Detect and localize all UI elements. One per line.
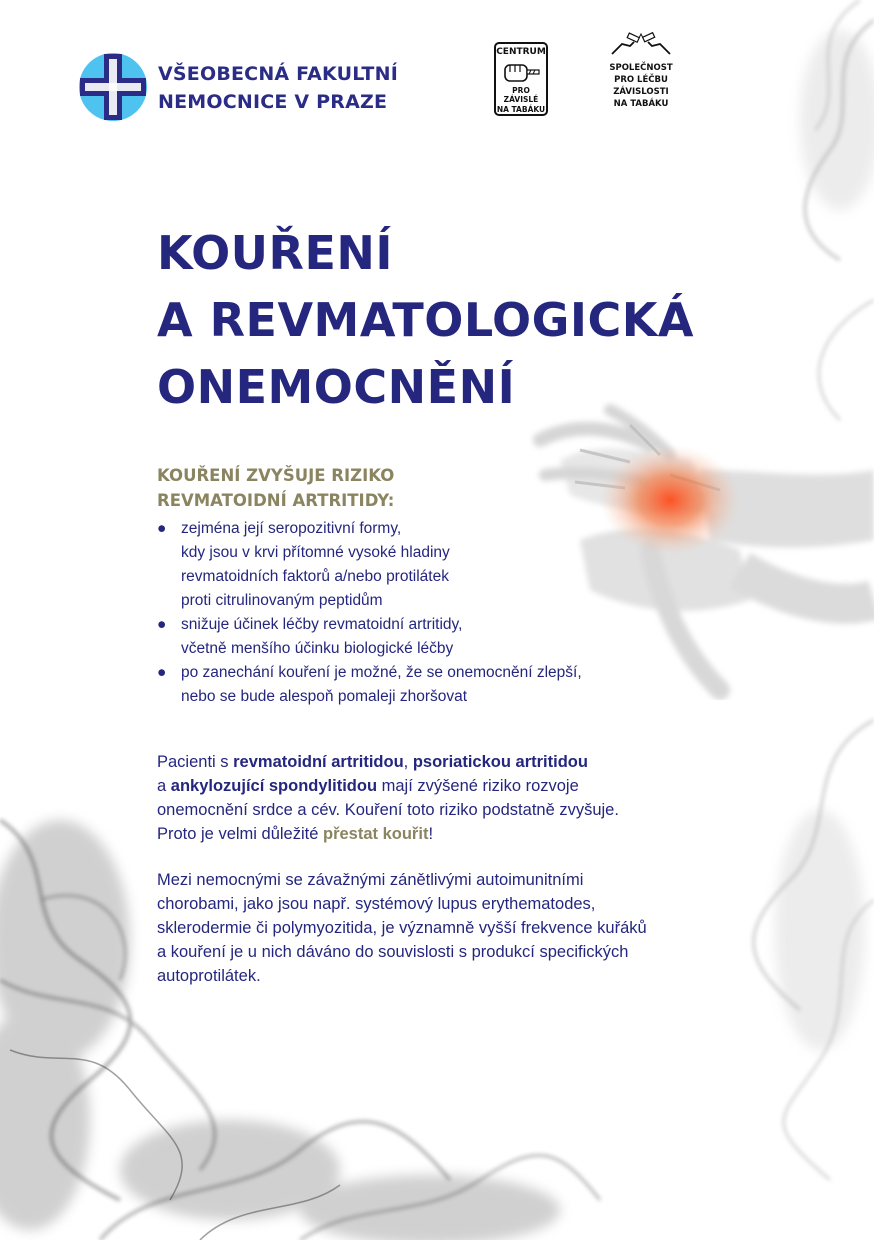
emphasis-psa: psoriatickou artritidou xyxy=(412,753,588,771)
broken-cigarette-hands-icon xyxy=(608,32,674,62)
title-line3: ONEMOCNĚNÍ xyxy=(157,360,516,414)
fist-cigarette-icon xyxy=(501,59,541,85)
text: , xyxy=(403,753,413,771)
hospital-name-line1: VŠEOBECNÁ FAKULTNÍ xyxy=(158,63,398,85)
list-item-line: revmatoidních faktorů a/nebo protilátek xyxy=(181,568,449,585)
text: Proto je velmi důležité xyxy=(157,825,323,843)
society-badge-line4: NA TABÁKU xyxy=(613,99,669,109)
bullet-icon: ● xyxy=(157,664,167,681)
list-item-line: nebo se bude alespoň pomaleji zhoršovat xyxy=(181,688,468,705)
bullet-icon: ● xyxy=(157,616,167,633)
autoimmune-paragraph xyxy=(157,868,757,988)
text: mají zvýšené riziko rozvoje xyxy=(377,777,579,795)
society-badge-line2: PRO LÉČBU xyxy=(614,75,668,85)
paragraph-line xyxy=(157,774,757,798)
emphasis-as: ankylozující spondylitidou xyxy=(170,777,378,795)
list-item-line: po zanechání kouření je možné, že se onemocnění zlepší, xyxy=(181,664,582,681)
centrum-badge-top: CENTRUM xyxy=(496,47,546,57)
centrum-badge-bottom-line2: NA TABÁKU xyxy=(496,105,546,114)
hospital-name-line2: NEMOCNICE V PRAZE xyxy=(158,91,388,113)
list-item-line: kdy jsou v krvi přítomné vysoké hladiny xyxy=(181,544,450,561)
list-item-line: zejména její seropozitivní formy, xyxy=(181,520,402,537)
emphasis-ra: revmatoidní artritidou xyxy=(233,753,404,771)
society-badge-line3: ZÁVISLOSTI xyxy=(613,87,669,97)
paragraph-line: sklerodermie či polymyozitida, je významně vyšší frekvence kuřáků xyxy=(157,919,647,937)
list-item-line: snižuje účinek léčby revmatoidní artritidy, xyxy=(181,616,463,633)
risk-heading-line1: KOUŘENÍ ZVYŠUJE RIZIKO xyxy=(157,466,395,485)
list-item-line: včetně menšího účinku biologické léčby xyxy=(181,640,454,657)
cardio-risk-paragraph xyxy=(157,750,757,846)
society-badge xyxy=(605,32,677,110)
text: Pacienti s xyxy=(157,753,234,771)
risk-list xyxy=(157,517,677,709)
list-item-line: proti citrulinovaným peptidům xyxy=(181,592,383,609)
blue-cross-logo-icon xyxy=(78,52,148,122)
emphasis-quit-smoking: přestat kouřit xyxy=(323,825,429,843)
risk-heading xyxy=(157,463,517,513)
paragraph-line: autoprotilátek. xyxy=(157,967,261,985)
hospital-name xyxy=(158,60,428,116)
page-title xyxy=(157,220,837,421)
paragraph-line: a kouření je u nich dáváno do souvislosti s produkcí specifických xyxy=(157,943,629,961)
society-badge-line1: SPOLEČNOST xyxy=(609,63,673,73)
list-item xyxy=(157,661,677,709)
title-line2: A REVMATOLOGICKÁ xyxy=(157,293,694,347)
centrum-badge xyxy=(494,42,548,116)
bullet-icon: ● xyxy=(157,520,167,537)
paragraph-line: Mezi nemocnými se závažnými zánětlivými autoimunitními xyxy=(157,871,584,889)
text: a xyxy=(157,777,171,795)
text: ! xyxy=(428,825,434,843)
paragraph-line xyxy=(157,750,757,774)
paragraph-line: onemocnění srdce a cév. Kouření toto riziko podstatně zvyšuje. xyxy=(157,801,619,819)
paragraph-line xyxy=(157,822,757,846)
risk-heading-line2: REVMATOIDNÍ ARTRITIDY: xyxy=(157,491,395,510)
list-item xyxy=(157,517,677,613)
paragraph-line: chorobami, jako jsou např. systémový lupus erythematodes, xyxy=(157,895,596,913)
list-item xyxy=(157,613,677,661)
centrum-badge-bottom-line1: PRO ZÁVISLÉ xyxy=(503,86,539,104)
title-line1: KOUŘENÍ xyxy=(157,226,393,280)
